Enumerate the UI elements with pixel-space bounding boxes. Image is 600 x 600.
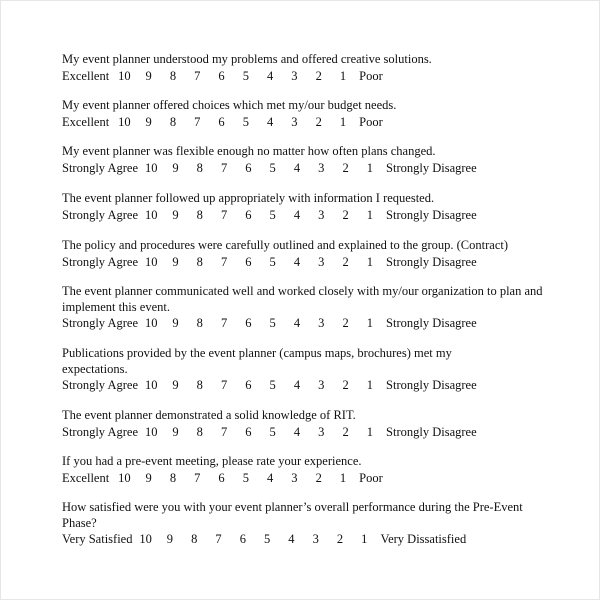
rating-option-1[interactable]: 1 — [339, 114, 347, 129]
rating-option-2[interactable]: 2 — [342, 207, 349, 222]
rating-option-3[interactable]: 3 — [318, 316, 325, 330]
rating-option-10[interactable]: 10 — [118, 114, 131, 129]
rating-option-10[interactable]: 10 — [144, 316, 158, 330]
rating-option-3[interactable]: 3 — [291, 114, 298, 129]
rating-option-10[interactable]: 10 — [144, 207, 158, 222]
rating-option-9[interactable]: 9 — [145, 114, 152, 129]
rating-option-5[interactable]: 5 — [263, 532, 271, 546]
rating-option-7[interactable]: 7 — [220, 160, 228, 175]
rating-option-8[interactable]: 8 — [196, 424, 203, 439]
rating-option-6[interactable]: 6 — [245, 207, 252, 222]
rating-option-4[interactable]: 4 — [267, 470, 274, 485]
rating-option-9[interactable]: 9 — [145, 470, 152, 485]
rating-option-6[interactable]: 6 — [245, 378, 252, 392]
rating-option-2[interactable]: 2 — [315, 114, 322, 129]
rating-option-1[interactable]: 1 — [366, 160, 373, 175]
rating-option-4[interactable]: 4 — [288, 532, 295, 546]
question-text: My event planner offered choices which met my/our budget needs. — [62, 98, 397, 112]
rating-option-2[interactable]: 2 — [342, 424, 349, 439]
rating-option-8[interactable]: 8 — [196, 160, 203, 175]
rating-option-6[interactable]: 6 — [218, 114, 225, 129]
question-3 — [62, 144, 552, 176]
question-8 — [62, 408, 552, 440]
rating-option-3[interactable]: 3 — [318, 207, 325, 222]
rating-option-3[interactable]: 3 — [318, 160, 325, 175]
rating-option-4[interactable]: 4 — [267, 68, 274, 83]
rating-scale — [62, 114, 552, 130]
scale-right-label: Poor — [359, 114, 383, 129]
scale-left-label: Excellent — [62, 114, 110, 129]
rating-option-3[interactable]: 3 — [291, 470, 298, 485]
rating-scale — [62, 470, 552, 486]
rating-option-9[interactable]: 9 — [172, 316, 179, 330]
rating-option-8[interactable]: 8 — [169, 114, 177, 129]
rating-option-2[interactable]: 2 — [342, 378, 349, 392]
rating-option-7[interactable]: 7 — [220, 207, 228, 222]
scale-left-label: Strongly Agree — [62, 378, 139, 392]
rating-option-2[interactable]: 2 — [315, 470, 322, 485]
rating-option-9[interactable]: 9 — [172, 207, 179, 222]
rating-option-4[interactable]: 4 — [293, 160, 301, 175]
scale-left-label: Very Satisfied — [62, 532, 133, 546]
rating-option-10[interactable]: 10 — [144, 160, 158, 175]
rating-option-1[interactable]: 1 — [366, 378, 373, 392]
rating-option-8[interactable]: 8 — [196, 254, 203, 269]
scale-right-label: Strongly Disagree — [386, 160, 477, 175]
rating-option-1[interactable]: 1 — [366, 207, 373, 222]
question-4 — [62, 191, 552, 223]
scale-right-label: Strongly Disagree — [386, 316, 477, 330]
rating-option-8[interactable]: 8 — [169, 470, 177, 485]
scale-left-label: Excellent — [62, 470, 110, 485]
rating-option-6[interactable]: 6 — [245, 424, 252, 439]
rating-scale — [62, 315, 552, 331]
rating-option-7[interactable]: 7 — [194, 114, 201, 129]
scale-right-label: Strongly Disagree — [386, 207, 477, 222]
rating-option-1[interactable]: 1 — [366, 424, 373, 439]
rating-option-2[interactable]: 2 — [315, 68, 322, 83]
question-1 — [62, 52, 552, 84]
rating-option-4[interactable]: 4 — [293, 378, 301, 392]
rating-scale — [62, 207, 552, 223]
rating-option-4[interactable]: 4 — [293, 254, 301, 269]
rating-option-5[interactable]: 5 — [269, 160, 276, 175]
rating-option-2[interactable]: 2 — [342, 316, 349, 330]
rating-scale — [62, 377, 552, 393]
rating-option-4[interactable]: 4 — [267, 114, 274, 129]
rating-option-8[interactable]: 8 — [191, 532, 198, 546]
rating-option-10[interactable]: 10 — [144, 254, 158, 269]
rating-option-3[interactable]: 3 — [318, 378, 325, 392]
scale-left-label: Strongly Agree — [62, 424, 139, 439]
rating-option-4[interactable]: 4 — [293, 424, 301, 439]
rating-option-3[interactable]: 3 — [318, 424, 325, 439]
rating-option-8[interactable]: 8 — [169, 68, 177, 83]
rating-option-5[interactable]: 5 — [242, 470, 249, 485]
rating-option-6[interactable]: 6 — [239, 532, 246, 546]
rating-option-9[interactable]: 9 — [172, 378, 179, 392]
question-text: The event planner followed up appropriately with information I requested. — [62, 191, 435, 205]
question-text: If you had a pre-event meeting, please rate your experience. — [62, 454, 362, 468]
rating-option-7[interactable]: 7 — [220, 254, 228, 269]
rating-option-3[interactable]: 3 — [318, 254, 325, 269]
rating-option-7[interactable]: 7 — [194, 470, 201, 485]
rating-option-5[interactable]: 5 — [269, 254, 276, 269]
scale-right-label: Strongly Disagree — [386, 424, 477, 439]
rating-option-5[interactable]: 5 — [269, 316, 276, 330]
question-text: The event planner demonstrated a solid knowledge of RIT. — [62, 408, 356, 422]
rating-option-8[interactable]: 8 — [196, 207, 203, 222]
rating-option-6[interactable]: 6 — [218, 68, 225, 83]
rating-option-10[interactable]: 10 — [144, 378, 158, 392]
rating-option-10[interactable]: 10 — [139, 532, 152, 546]
rating-option-9[interactable]: 9 — [166, 532, 174, 546]
rating-option-5[interactable]: 5 — [242, 68, 249, 83]
scale-right-label: Strongly Disagree — [386, 254, 477, 269]
question-text: My event planner was flexible enough no matter how often plans changed. — [62, 144, 436, 158]
scale-left-label: Strongly Agree — [62, 160, 139, 175]
rating-option-9[interactable]: 9 — [172, 424, 179, 439]
rating-option-8[interactable]: 8 — [196, 378, 203, 392]
rating-option-1[interactable]: 1 — [339, 68, 347, 83]
rating-option-10[interactable]: 10 — [144, 424, 158, 439]
scale-left-label: Strongly Agree — [62, 207, 139, 222]
question-7 — [62, 346, 552, 393]
question-text: Publications provided by the event planner (campus maps, brochures) met my expectations. — [62, 346, 452, 376]
scale-right-label: Poor — [359, 68, 383, 83]
rating-option-2[interactable]: 2 — [342, 160, 349, 175]
rating-option-1[interactable]: 1 — [366, 316, 373, 330]
scale-right-label: Poor — [359, 470, 383, 485]
rating-option-8[interactable]: 8 — [196, 316, 203, 330]
question-text: The event planner communicated well and worked closely with my/our organization to plan and implement this event. — [62, 284, 543, 314]
rating-option-2[interactable]: 2 — [342, 254, 349, 269]
rating-option-10[interactable]: 10 — [118, 470, 131, 485]
rating-scale — [62, 531, 552, 547]
rating-scale — [62, 424, 552, 440]
rating-option-5[interactable]: 5 — [269, 424, 276, 439]
rating-option-9[interactable]: 9 — [172, 160, 179, 175]
rating-option-4[interactable]: 4 — [293, 207, 301, 222]
scale-left-label: Strongly Agree — [62, 254, 139, 269]
question-5 — [62, 238, 552, 270]
rating-option-3[interactable]: 3 — [291, 68, 298, 83]
rating-option-6[interactable]: 6 — [245, 254, 252, 269]
rating-option-6[interactable]: 6 — [245, 160, 252, 175]
rating-scale — [62, 68, 552, 84]
question-2 — [62, 98, 552, 130]
rating-option-9[interactable]: 9 — [172, 254, 179, 269]
rating-option-7[interactable]: 7 — [215, 532, 222, 546]
rating-option-7[interactable]: 7 — [220, 378, 228, 392]
rating-option-7[interactable]: 7 — [220, 424, 228, 439]
rating-option-4[interactable]: 4 — [293, 316, 301, 330]
scale-right-label: Very Dissatisfied — [380, 532, 467, 546]
rating-option-5[interactable]: 5 — [242, 114, 249, 129]
rating-option-5[interactable]: 5 — [269, 207, 276, 222]
rating-option-1[interactable]: 1 — [366, 254, 373, 269]
rating-option-1[interactable]: 1 — [361, 532, 368, 546]
rating-option-1[interactable]: 1 — [339, 470, 347, 485]
question-6 — [62, 284, 552, 331]
question-text: How satisfied were you with your event planner’s overall performance during the Pre-Event Phase? — [62, 500, 523, 530]
rating-option-5[interactable]: 5 — [269, 378, 276, 392]
rating-scale — [62, 160, 552, 176]
question-text: The policy and procedures were carefully outlined and explained to the group. (Contract) — [62, 238, 509, 252]
rating-option-9[interactable]: 9 — [145, 68, 152, 83]
rating-scale — [62, 254, 552, 270]
rating-option-6[interactable]: 6 — [245, 316, 252, 330]
rating-option-10[interactable]: 10 — [118, 68, 131, 83]
question-9 — [62, 454, 552, 486]
scale-right-label: Strongly Disagree — [386, 378, 477, 392]
scale-left-label: Excellent — [62, 68, 110, 83]
rating-option-3[interactable]: 3 — [312, 532, 319, 546]
scale-left-label: Strongly Agree — [62, 316, 139, 330]
rating-option-7[interactable]: 7 — [220, 316, 228, 330]
rating-option-2[interactable]: 2 — [336, 532, 344, 546]
question-10 — [62, 500, 552, 547]
rating-option-6[interactable]: 6 — [218, 470, 225, 485]
rating-option-7[interactable]: 7 — [194, 68, 201, 83]
question-text: My event planner understood my problems and offered creative solutions. — [62, 52, 432, 66]
